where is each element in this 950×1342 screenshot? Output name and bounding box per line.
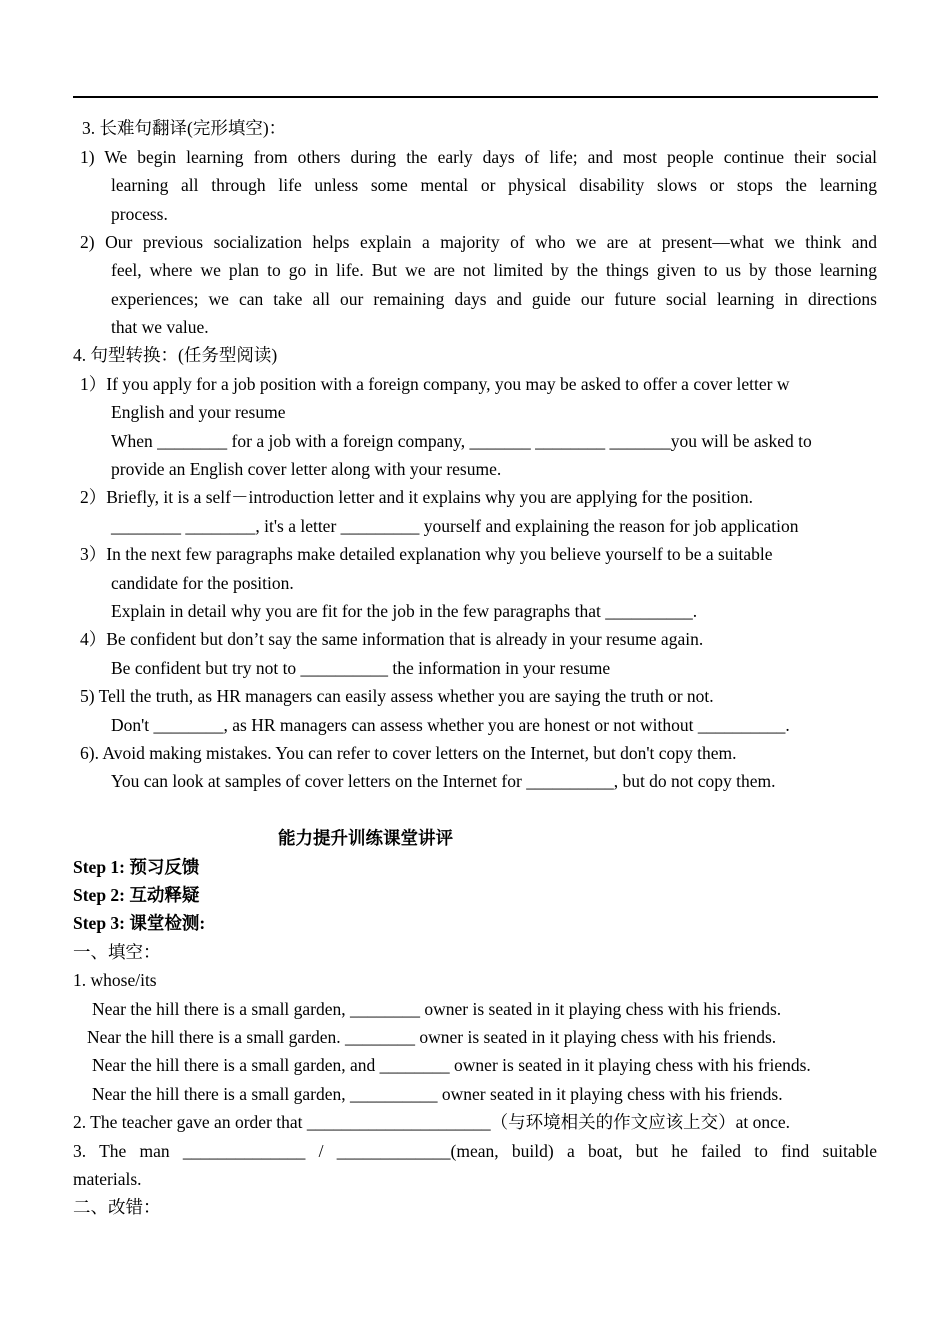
section3-item2-line1: 2) Our previous socialization helps explain a majority of who we are at present—what we think and (80, 232, 877, 252)
fill-q1-sentence: Near the hill there is a small garden, ________ owner is seated in it playing chess with his friends. (92, 999, 782, 1019)
header-rule (73, 96, 878, 98)
section3-item2-line4: that we value. (111, 317, 209, 337)
fill-q1-sentence: Near the hill there is a small garden, and ________ owner is seated in it playing chess with his friends. (92, 1055, 811, 1075)
fill-q1-sentence: Near the hill there is a small garden, __________ owner seated in it playing chess with his friends. (92, 1084, 783, 1104)
section4-line: When ________ for a job with a foreign company, _______ ________ _______you will be asked to (111, 431, 812, 451)
section4-line: ________ ________, it's a letter _________ yourself and explaining the reason for job application (111, 516, 799, 536)
fill-heading: 一、填空： (73, 942, 161, 962)
step-2: Step 2: 互动释疑 (73, 885, 200, 905)
section4-line: 5) Tell the truth, as HR managers can easily assess whether you are saying the truth or not. (80, 686, 714, 706)
section4-line: candidate for the position. (111, 573, 294, 593)
section3-item1-line1: 1) We begin learning from others during the early days of life; and most people continue their social (80, 147, 877, 167)
section4-line: Don't ________, as HR managers can assess whether you are honest or not without __________. (111, 715, 790, 735)
fill-q1-sentence: Near the hill there is a small garden. ________ owner is seated in it playing chess with his friends. (87, 1027, 777, 1047)
fill-q3-line2: materials. (73, 1169, 142, 1189)
section4-line: Be confident but try not to __________ the information in your resume (111, 658, 611, 678)
fill-q3-line1: 3. The man ______________ / _____________(mean, build) a boat, but he failed to find suitable (73, 1141, 877, 1161)
review-title: 能力提升训练课堂讲评 (278, 828, 453, 848)
section4-line: Explain in detail why you are fit for the job in the few paragraphs that __________. (111, 601, 698, 621)
section3-item2-line3: experiences; we can take all our remaining days and guide our future social learning in directions (111, 289, 877, 309)
fill-q1-label: 1. whose/its (73, 970, 157, 990)
fill-q2: 2. The teacher gave an order that _____________________（与环境相关的作文应该上交）at once. (73, 1112, 791, 1132)
section4-line: 4）Be confident but don’t say the same information that is already in your resume again. (80, 629, 704, 649)
section3-item1-line3: process. (111, 204, 168, 224)
section3-item2-line2: feel, where we plan to go in life. But we are not limited by the things given to us by those learning (111, 260, 877, 280)
step-3: Step 3: 课堂检测: (73, 913, 206, 933)
section4-line: English and your resume (111, 402, 286, 422)
section4-line: provide an English cover letter along with your resume. (111, 459, 502, 479)
section4-line: 2）Briefly, it is a self－introduction letter and it explains why you are applying for the position. (80, 487, 753, 507)
step-1: Step 1: 预习反馈 (73, 857, 200, 877)
correct-heading: 二、改错： (73, 1197, 161, 1217)
section4-line: You can look at samples of cover letters on the Internet for __________, but do not copy them. (111, 771, 776, 791)
section4-line: 6). Avoid making mistakes. You can refer to cover letters on the Internet, but don't copy them. (80, 743, 737, 763)
section3-heading: 3. 长难句翻译(完形填空)： (82, 118, 287, 138)
section4-line: 1）If you apply for a job position with a foreign company, you may be asked to offer a cover letter w (80, 374, 790, 394)
section4-heading: 4. 句型转换：(任务型阅读) (73, 345, 278, 365)
section3-item1-line2: learning all through life unless some mental or physical disability slows or stops the learning (111, 175, 877, 195)
section4-line: 3）In the next few paragraphs make detailed explanation why you believe yourself to be a suitable (80, 544, 773, 564)
